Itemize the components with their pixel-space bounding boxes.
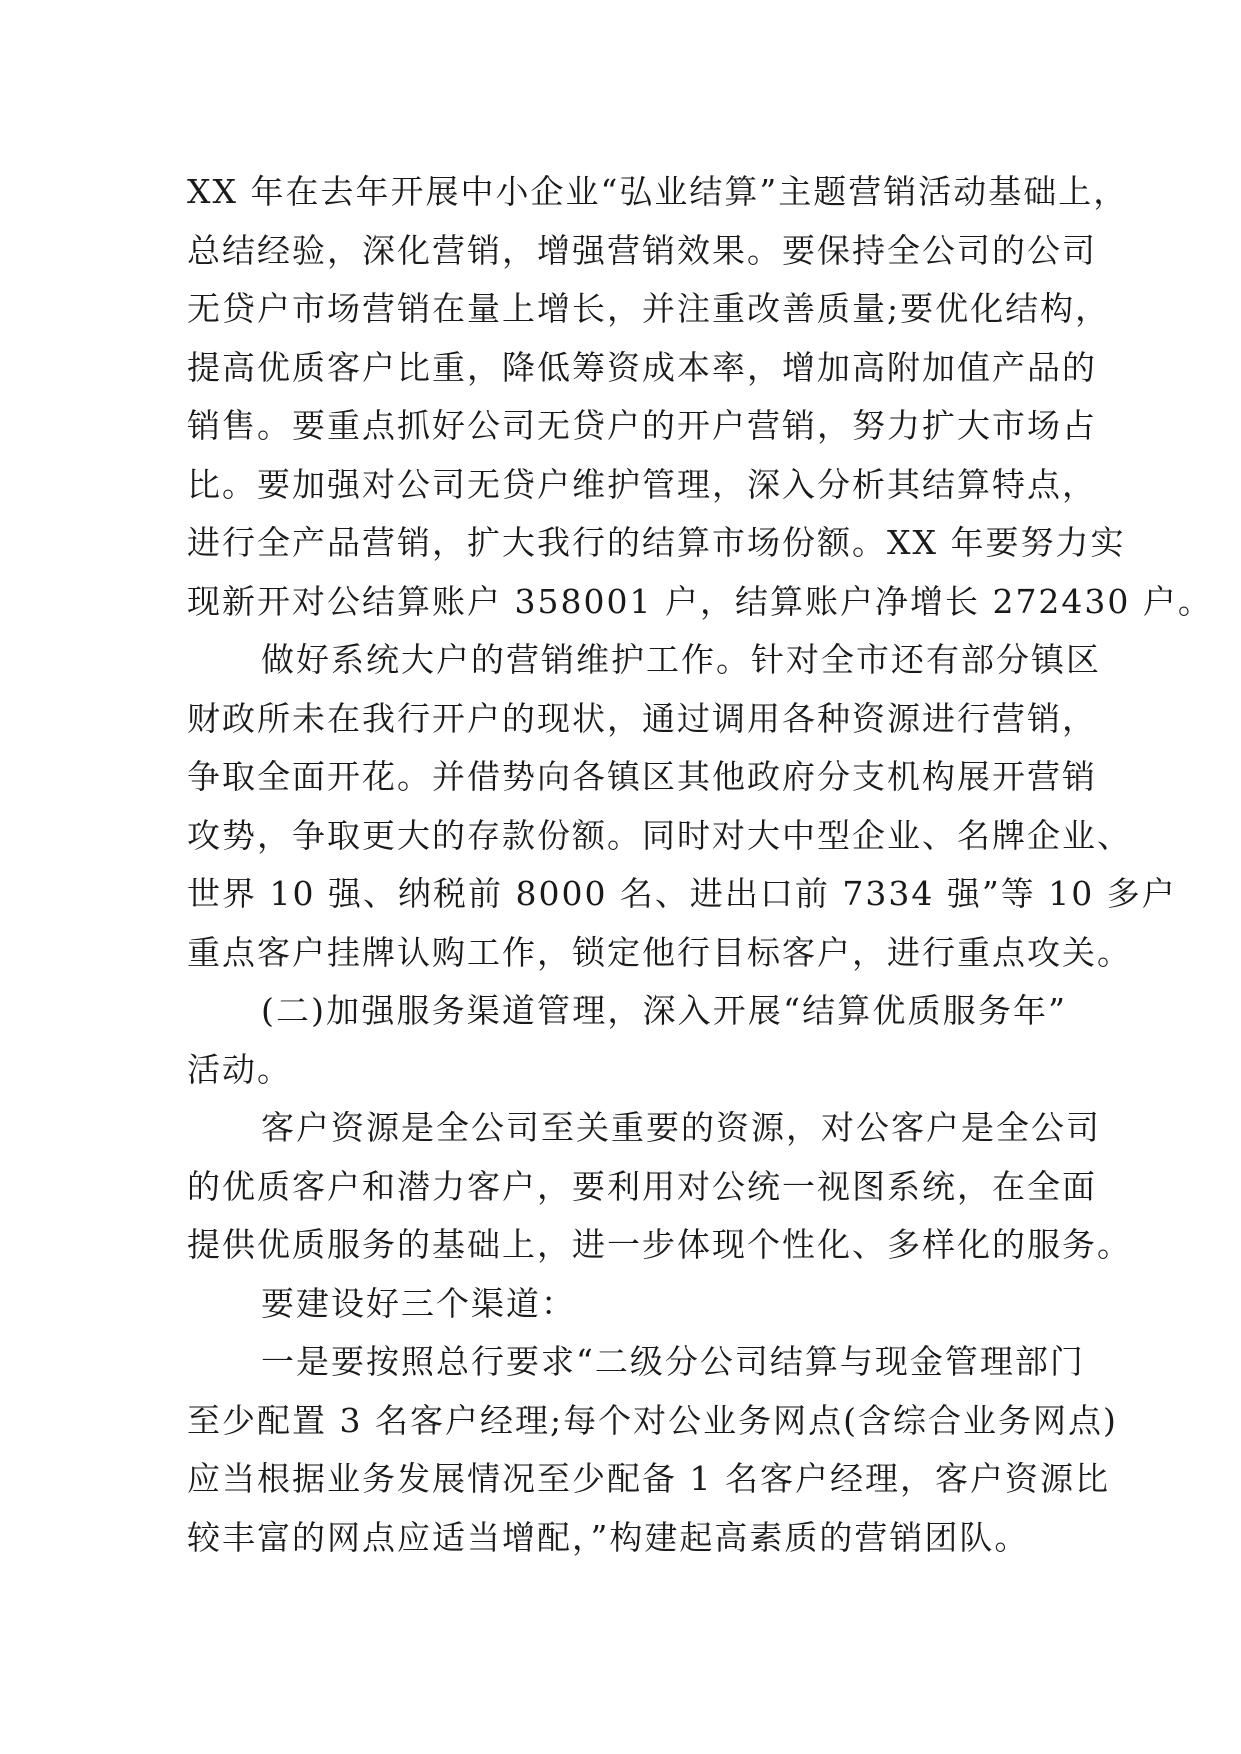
text-line: 提供优质服务的基础上，进一步体现个性化、多样化的服务。 xyxy=(187,1225,1132,1264)
document-body xyxy=(187,163,1213,1567)
text-line: 无贷户市场营销在量上增长，并注重改善质量;要优化结构， xyxy=(187,289,1111,328)
text-line: 世界 10 强、纳税前 8000 名、进出口前 7334 强”等 10 多户 xyxy=(187,874,1177,913)
text-line: 一是要按照总行要求“二级分公司结算与现金管理部门 xyxy=(261,1342,1085,1381)
text-line: 比。要加强对公司无贷户维护管理，深入分析其结算特点， xyxy=(187,464,1097,504)
text-line: 重点客户挂牌认购工作，锁定他行目标客户，进行重点攻关。 xyxy=(187,932,1132,972)
text-line: XX 年在去年开展中小企业“弘业结算”主题营销活动基础上， xyxy=(187,172,1129,211)
text-line: 争取全面开花。并借势向各镇区其他政府分支机构展开营销 xyxy=(187,757,1097,796)
text-line: 的优质客户和潜力客户，要利用对公统一视图系统，在全面 xyxy=(187,1166,1097,1206)
text-line: 做好系统大户的营销维护工作。针对全市还有部分镇区 xyxy=(261,640,1101,679)
text-line: 提高优质客户比重，降低筹资成本率，增加高附加值产品的 xyxy=(187,347,1097,387)
text-line: 较丰富的网点应适当增配，”构建起高素质的营销团队。 xyxy=(187,1517,1030,1557)
text-line: 活动。 xyxy=(187,1049,292,1089)
text-line: 要建设好三个渠道： xyxy=(261,1283,576,1323)
text-line: 现新开对公结算账户 358001 户，结算账户净增长 272430 户。 xyxy=(187,581,1213,621)
text-line: (二)加强服务渠道管理，深入开展“结算优质服务年” xyxy=(261,991,1067,1030)
text-line: 总结经验，深化营销，增强营销效果。要保持全公司的公司 xyxy=(187,230,1097,270)
text-line: 至少配置 3 名客户经理;每个对公业务网点(含综合业务网点) xyxy=(187,1400,1118,1440)
text-line: 应当根据业务发展情况至少配备 1 名客户经理，客户资源比 xyxy=(187,1459,1110,1498)
text-line: 客户资源是全公司至关重要的资源，对公客户是全公司 xyxy=(261,1108,1101,1147)
text-line: 攻势，争取更大的存款份额。同时对大中型企业、名牌企业、 xyxy=(187,815,1132,855)
text-line: 进行全产品营销，扩大我行的结算市场份额。XX 年要努力实 xyxy=(187,523,1126,562)
text-line: 财政所未在我行开户的现状，通过调用各种资源进行营销， xyxy=(187,698,1097,738)
text-line: 销售。要重点抓好公司无贷户的开户营销，努力扩大市场占 xyxy=(187,406,1097,445)
